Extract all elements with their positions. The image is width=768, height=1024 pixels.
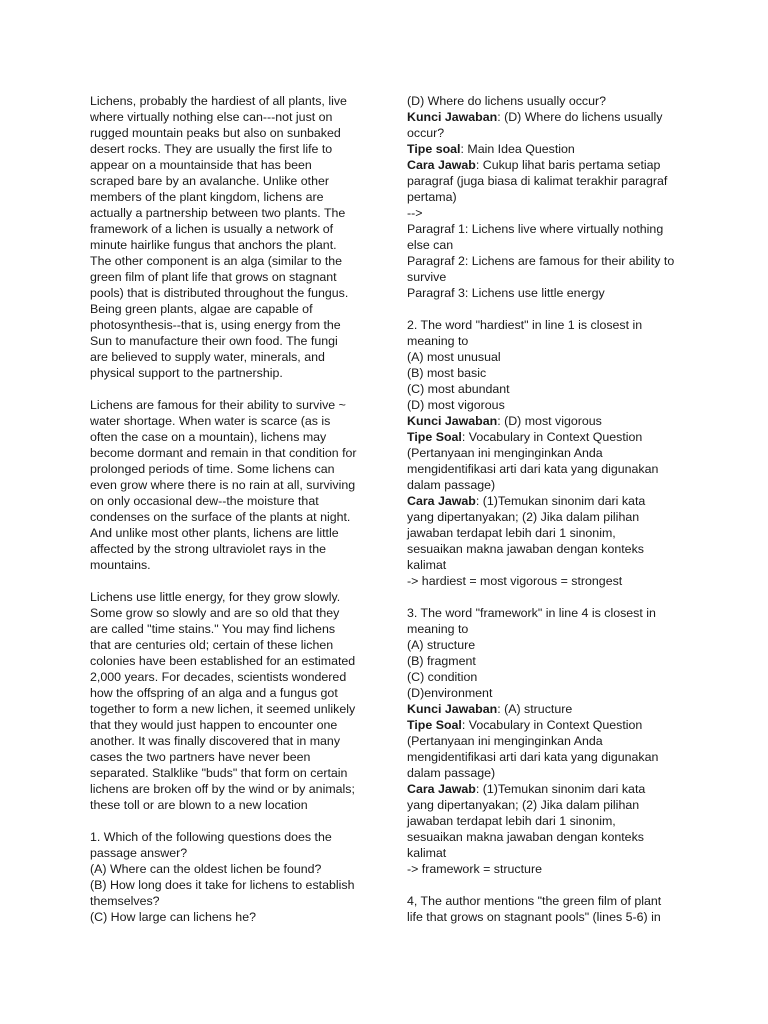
answer-method-value: : (1)Temukan sinonim dari kata: [475, 782, 646, 796]
answer-key-value: : (D) Where do lichens usually: [497, 110, 663, 124]
question-1-answer: [407, 93, 679, 301]
text-line: minute hairlike fungus that anchors the plant.: [90, 238, 337, 252]
text-line: rugged mountain peaks but also on sunbaked: [90, 126, 341, 140]
answer-key-value: : (A) structure: [497, 702, 573, 716]
text-line: sesuaikan makna jawaban dengan konteks: [407, 542, 644, 556]
answer-method-line: [407, 157, 679, 173]
text-line: physical support to the partnership.: [90, 366, 283, 380]
text-line: survive: [407, 270, 447, 284]
text-line: meaning to: [407, 622, 469, 636]
answer-method-label: Cara Jawab: [407, 782, 476, 796]
text-line: (Pertanyaan ini menginginkan Anda: [407, 446, 603, 460]
answer-method-value: : Cukup lihat baris pertama setiap: [475, 158, 661, 172]
text-line: scraped bare by an avalanche. Unlike other: [90, 174, 330, 188]
question-type-value: : Main Idea Question: [460, 142, 575, 156]
text-line: 3. The word "framework" in line 4 is closest in: [407, 606, 656, 620]
text-line: -->: [407, 206, 423, 220]
text-line: -> framework = structure: [407, 862, 542, 876]
text-line: And unlike most other plants, lichens are little: [90, 526, 339, 540]
option-d: (D) most vigorous: [407, 398, 505, 412]
text-line: photosynthesis--that is, using energy from the: [90, 318, 341, 332]
text-line: water shortage. When water is scarce (as is: [90, 414, 331, 428]
answer-method-label: Cara Jawab: [407, 158, 476, 172]
passage-paragraph-3: [90, 589, 365, 813]
question-type-label: Tipe Soal: [407, 430, 462, 444]
text-line: mengidentifikasi arti dari kata yang digunakan: [407, 750, 659, 764]
answer-key-label: Kunci Jawaban: [407, 702, 498, 716]
option-c: (C) How large can lichens he?: [90, 910, 256, 924]
question-type-line: [407, 429, 679, 445]
text-line: 4, The author mentions "the green film of plant: [407, 894, 662, 908]
option-d: (D) Where do lichens usually occur?: [407, 94, 607, 108]
text-line: yang dipertanyakan; (2) Jika dalam pilihan: [407, 798, 640, 812]
option-a: (A) Where can the oldest lichen be found?: [90, 862, 322, 876]
text-line: Lichens, probably the hardiest of all plants, live: [90, 94, 347, 108]
text-line: dalam passage): [407, 478, 496, 492]
text-line: Sun to manufacture their own food. The fungi: [90, 334, 338, 348]
answer-key-value: : (D) most vigorous: [497, 414, 602, 428]
passage-paragraph-2: [90, 397, 365, 573]
passage-paragraph-1: [90, 93, 365, 381]
text-line: cases the two partners have never been: [90, 750, 311, 764]
text-line: mengidentifikasi arti dari kata yang digunakan: [407, 462, 659, 476]
text-line: jawaban terdapat lebih dari 1 sinonim,: [407, 814, 616, 828]
answer-key-line: [407, 109, 679, 125]
answer-method-value: : (1)Temukan sinonim dari kata: [475, 494, 646, 508]
text-line: are believed to supply water, minerals, and: [90, 350, 325, 364]
text-line: where virtually nothing else can---not just on: [90, 110, 333, 124]
option-a: (A) structure: [407, 638, 476, 652]
question-type-label: Tipe Soal: [407, 718, 462, 732]
answer-key-line: [407, 413, 679, 429]
text-line: else can: [407, 238, 454, 252]
text-line: kalimat: [407, 558, 447, 572]
text-line: pools) that is distributed throughout the fungus.: [90, 286, 349, 300]
text-line: that they would just happen to encounter one: [90, 718, 338, 732]
text-line: colonies have been established for an estimated: [90, 654, 356, 668]
text-line: pertama): [407, 190, 457, 204]
text-line: 2. The word "hardiest" in line 1 is closest in: [407, 318, 643, 332]
text-line: condenses on the surface of the plants at night.: [90, 510, 351, 524]
text-line: The other component is an alga (similar to the: [90, 254, 343, 268]
text-line: become dormant and remain in that condition for: [90, 446, 357, 460]
answer-key-line: [407, 701, 679, 717]
answer-key-label: Kunci Jawaban: [407, 414, 498, 428]
answer-method-line: [407, 781, 679, 797]
question-2: [407, 317, 679, 589]
text-line: Some grow so slowly and are so old that they: [90, 606, 340, 620]
question-1-stem: [90, 829, 365, 925]
text-line: prolonged periods of time. Some lichens can: [90, 462, 335, 476]
text-line: Paragraf 3: Lichens use little energy: [407, 286, 605, 300]
option-b: (B) most basic: [407, 366, 487, 380]
text-line: 2,000 years. For decades, scientists wondered: [90, 670, 347, 684]
text-line: paragraf (juga biasa di kalimat terakhir paragraf: [407, 174, 668, 188]
answer-key-label: Kunci Jawaban: [407, 110, 498, 124]
text-line: 1. Which of the following questions does the: [90, 830, 332, 844]
text-line: how the offspring of an alga and a fungus got: [90, 686, 338, 700]
text-line: passage answer?: [90, 846, 188, 860]
text-line: (Pertanyaan ini menginginkan Anda: [407, 734, 603, 748]
text-line: yang dipertanyakan; (2) Jika dalam pilihan: [407, 510, 640, 524]
text-line: lichens are broken off by the wind or by animals;: [90, 782, 355, 796]
text-line: members of the plant kingdom, lichens are: [90, 190, 324, 204]
text-line: life that grows on stagnant pools" (lines 5-6) in: [407, 910, 661, 924]
question-3: [407, 605, 679, 877]
text-line: Paragraf 2: Lichens are famous for their ability to: [407, 254, 675, 268]
text-line: separated. Stalklike "buds" that form on certain: [90, 766, 348, 780]
text-line: framework of a lichen is usually a network of: [90, 222, 334, 236]
text-line: affected by the strong ultraviolet rays in the: [90, 542, 327, 556]
right-column: [407, 93, 679, 925]
text-line: another. It was finally discovered that in many: [90, 734, 341, 748]
text-line: desert rocks. They are usually the first life to: [90, 142, 333, 156]
text-line: these toll or are blown to a new location: [90, 798, 308, 812]
text-line: meaning to: [407, 334, 469, 348]
text-line: Lichens are famous for their ability to survive ~: [90, 398, 346, 412]
text-line: -> hardiest = most vigorous = strongest: [407, 574, 623, 588]
text-line: mountains.: [90, 558, 151, 572]
option-b: (B) fragment: [407, 654, 476, 668]
option-c: (C) condition: [407, 670, 478, 684]
text-line: sesuaikan makna jawaban dengan konteks: [407, 830, 644, 844]
question-type-line: [407, 717, 679, 733]
answer-method-label: Cara Jawab: [407, 494, 476, 508]
text-line: Being green plants, algae are capable of: [90, 302, 313, 316]
question-type-line: [407, 141, 679, 157]
text-line: often the case on a mountain), lichens may: [90, 430, 327, 444]
question-type-value: : Vocabulary in Context Question: [461, 718, 643, 732]
text-line: dalam passage): [407, 766, 496, 780]
option-c: (C) most abundant: [407, 382, 510, 396]
text-line: Lichens use little energy, for they grow slowly.: [90, 590, 341, 604]
text-line: that are centuries old; certain of these lichen: [90, 638, 334, 652]
question-type-label: Tipe soal: [407, 142, 461, 156]
text-line: appear on a mountainside that has been: [90, 158, 312, 172]
text-line: on only occasional dew--the moisture that: [90, 494, 319, 508]
text-line: kalimat: [407, 846, 447, 860]
text-line: themselves?: [90, 894, 160, 908]
text-line: even grow where there is no rain at all, surviving: [90, 478, 356, 492]
text-line: are called "time stains." You may find lichens: [90, 622, 336, 636]
option-d: (D)environment: [407, 686, 493, 700]
text-line: jawaban terdapat lebih dari 1 sinonim,: [407, 526, 616, 540]
left-column: [90, 93, 365, 925]
question-type-value: : Vocabulary in Context Question: [461, 430, 643, 444]
text-line: green film of plant life that grows on stagnant: [90, 270, 337, 284]
answer-method-line: [407, 493, 679, 509]
text-line: Paragraf 1: Lichens live where virtually nothing: [407, 222, 664, 236]
text-line: together to form a new lichen, it seemed unlikely: [90, 702, 356, 716]
text-line: occur?: [407, 126, 445, 140]
question-4: [407, 893, 679, 925]
option-a: (A) most unusual: [407, 350, 501, 364]
text-line: actually a partnership between two plants. The: [90, 206, 346, 220]
option-b: (B) How long does it take for lichens to establish: [90, 878, 355, 892]
